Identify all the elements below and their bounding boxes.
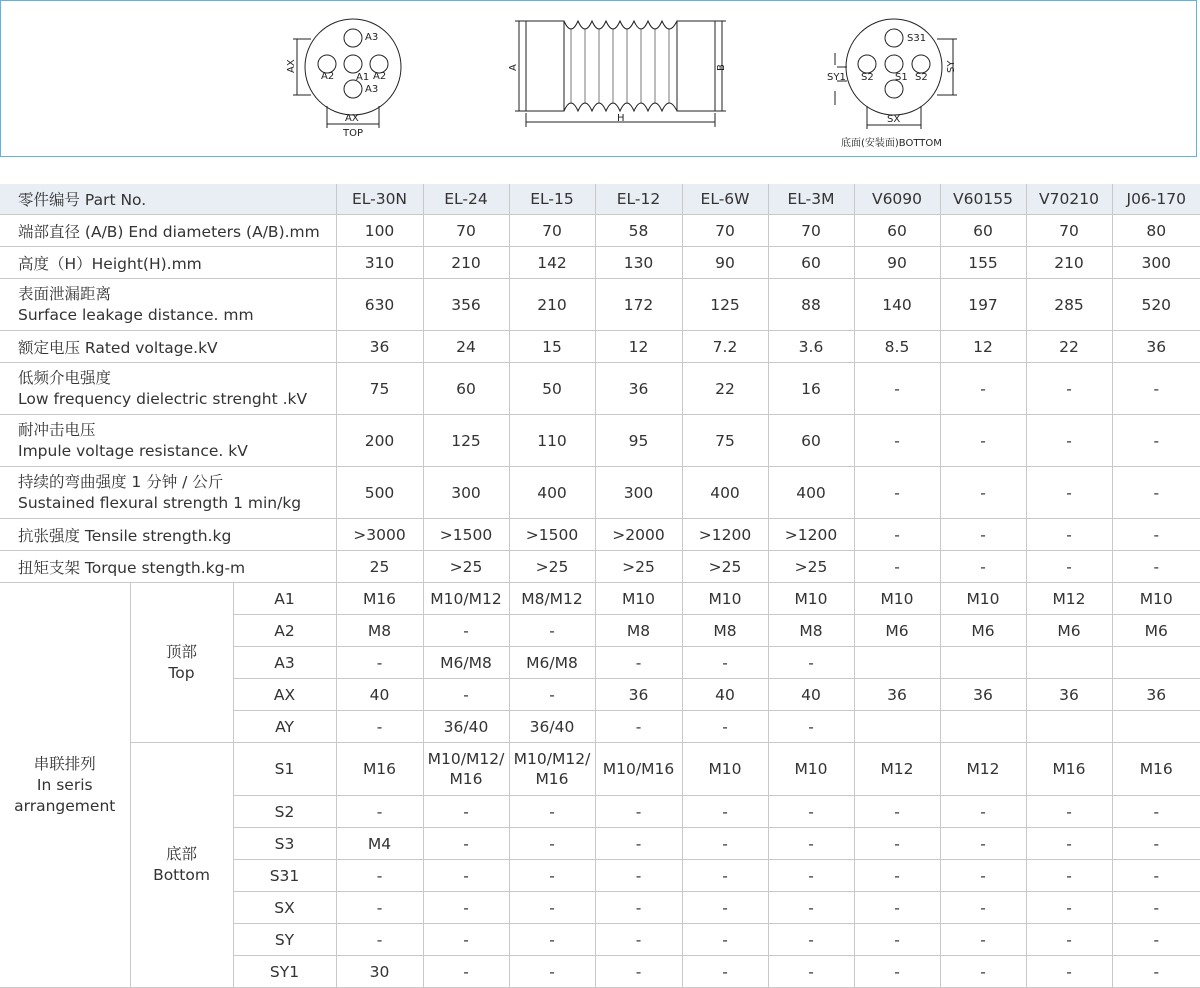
top-a1-label: A1 xyxy=(356,72,370,83)
top-a2-value-v60155: M6 xyxy=(940,615,1026,647)
spec-row-2-value-v70210: 285 xyxy=(1026,279,1112,331)
spec-row-3-value-el-15: 15 xyxy=(509,331,595,363)
bottom-s1-value-el-3m: M10 xyxy=(768,743,854,796)
top-a1-value-v60155: M10 xyxy=(940,583,1026,615)
bottom-sx-value-v6090: - xyxy=(854,892,940,924)
spec-row-label: 低频介电强度 Low frequency dielectric strenght .kV xyxy=(0,363,336,415)
spec-row-3-value-el-12: 12 xyxy=(595,331,682,363)
spec-row-5-value-v70210: - xyxy=(1026,415,1112,467)
bottom-group-label: 底部 Bottom xyxy=(130,743,233,988)
part-header-v70210: V70210 xyxy=(1026,184,1112,215)
top-a3-value-el-30n: - xyxy=(336,647,423,679)
bottom-sy1-value-el-12: - xyxy=(595,956,682,988)
spec-row-8-value-v60155: - xyxy=(940,551,1026,583)
bottom-s3-value-v60155: - xyxy=(940,828,1026,860)
bottom-s1-value-el-30n: M16 xyxy=(336,743,423,796)
spec-row-label: 耐冲击电压 Impule voltage resistance. kV xyxy=(0,415,336,467)
spec-row-6-value-el-30n: 500 xyxy=(336,467,423,519)
spec-row-3-value-v60155: 12 xyxy=(940,331,1026,363)
spec-row xyxy=(0,279,1200,331)
spec-row-4-value-el-30n: 75 xyxy=(336,363,423,415)
top-a3-value-el-6w: - xyxy=(682,647,768,679)
spec-row-2-value-el-12: 172 xyxy=(595,279,682,331)
bottom-s2-left-label: S2 xyxy=(861,72,874,83)
spec-row-8-value-el-15: >25 xyxy=(509,551,595,583)
spec-row xyxy=(0,519,1200,551)
spec-row-7-value-el-24: >1500 xyxy=(423,519,509,551)
bottom-param-s2: S2 xyxy=(233,796,336,828)
bottom-s31-value-el-3m: - xyxy=(768,860,854,892)
bottom-sy1-value-el-15: - xyxy=(509,956,595,988)
bottom-s2-value-v60155: - xyxy=(940,796,1026,828)
spec-row-2-value-el-30n: 630 xyxy=(336,279,423,331)
bottom-sx-value-el-12: - xyxy=(595,892,682,924)
top-caption: TOP xyxy=(343,128,364,139)
part-header-v6090: V6090 xyxy=(854,184,940,215)
spec-row-2-value-v6090: 140 xyxy=(854,279,940,331)
bottom-sy-value-j06-170: - xyxy=(1112,924,1200,956)
spec-row-4-value-v70210: - xyxy=(1026,363,1112,415)
spec-row-1-value-v6090: 90 xyxy=(854,247,940,279)
spec-row-1-value-el-15: 142 xyxy=(509,247,595,279)
spec-row-8-value-el-3m: >25 xyxy=(768,551,854,583)
top-a1-value-el-6w: M10 xyxy=(682,583,768,615)
bottom-sy-value-el-30n: - xyxy=(336,924,423,956)
drawing-panel xyxy=(0,0,1197,157)
spec-row-5-value-el-30n: 200 xyxy=(336,415,423,467)
bottom-s1-value-el-12: M10/M16 xyxy=(595,743,682,796)
top-ay-value-el-6w: - xyxy=(682,711,768,743)
spec-row-6-value-v60155: - xyxy=(940,467,1026,519)
bottom-s2-value-el-24: - xyxy=(423,796,509,828)
bottom-sx-value-el-15: - xyxy=(509,892,595,924)
top-a2-value-el-30n: M8 xyxy=(336,615,423,647)
bottom-s2-value-el-15: - xyxy=(509,796,595,828)
spec-row-0-value-v6090: 60 xyxy=(854,215,940,247)
spec-row-6-value-el-3m: 400 xyxy=(768,467,854,519)
bottom-sx-value-el-6w: - xyxy=(682,892,768,924)
top-a3-value-v60155 xyxy=(940,647,1026,679)
bottom-s2-value-j06-170: - xyxy=(1112,796,1200,828)
top-a2-value-v70210: M6 xyxy=(1026,615,1112,647)
top-ax-value-el-30n: 40 xyxy=(336,679,423,711)
spec-row-label: 额定电压 Rated voltage.kV xyxy=(0,331,336,363)
bottom-s31-value-el-24: - xyxy=(423,860,509,892)
bottom-s1-value-v70210: M16 xyxy=(1026,743,1112,796)
bottom-s1-label: S1 xyxy=(895,72,908,83)
spec-row-0-value-j06-170: 80 xyxy=(1112,215,1200,247)
spec-row-4-value-v6090: - xyxy=(854,363,940,415)
spec-row-7-value-el-15: >1500 xyxy=(509,519,595,551)
spec-row-0-value-v60155: 60 xyxy=(940,215,1026,247)
spec-row-7-value-el-6w: >1200 xyxy=(682,519,768,551)
bottom-s2-value-el-3m: - xyxy=(768,796,854,828)
part-header-el-3m: EL-3M xyxy=(768,184,854,215)
spec-row-2-value-el-3m: 88 xyxy=(768,279,854,331)
spec-row-5-value-el-24: 125 xyxy=(423,415,509,467)
bottom-s31-value-v60155: - xyxy=(940,860,1026,892)
top-ay-value-el-15: 36/40 xyxy=(509,711,595,743)
spec-row-0-value-el-6w: 70 xyxy=(682,215,768,247)
spec-row xyxy=(0,467,1200,519)
bottom-param-s1: S1 xyxy=(233,743,336,796)
top-ax-value-v6090: 36 xyxy=(854,679,940,711)
part-header-el-30n: EL-30N xyxy=(336,184,423,215)
spec-row-5-value-el-3m: 60 xyxy=(768,415,854,467)
spec-row-2-value-el-24: 356 xyxy=(423,279,509,331)
series-arrangement-label: 串联排列 In seris arrangement xyxy=(0,583,130,988)
spec-row-6-value-el-12: 300 xyxy=(595,467,682,519)
top-group-label: 顶部 Top xyxy=(130,583,233,743)
spec-row xyxy=(0,415,1200,467)
top-a2-value-el-12: M8 xyxy=(595,615,682,647)
bottom-s1-value-v6090: M12 xyxy=(854,743,940,796)
bottom-sy-value-el-3m: - xyxy=(768,924,854,956)
spec-row-0-value-el-12: 58 xyxy=(595,215,682,247)
spec-row-0-value-el-24: 70 xyxy=(423,215,509,247)
bottom-sx-value-el-24: - xyxy=(423,892,509,924)
top-ax-value-el-24: - xyxy=(423,679,509,711)
bottom-sy1-value-el-6w: - xyxy=(682,956,768,988)
bottom-param-s31: S31 xyxy=(233,860,336,892)
bottom-s3-value-el-6w: - xyxy=(682,828,768,860)
bottom-sx-value-el-3m: - xyxy=(768,892,854,924)
part-header-el-12: EL-12 xyxy=(595,184,682,215)
top-ax-value-v60155: 36 xyxy=(940,679,1026,711)
bottom-sy-value-el-15: - xyxy=(509,924,595,956)
spec-row-5-value-el-6w: 75 xyxy=(682,415,768,467)
top-param-ax: AX xyxy=(233,679,336,711)
bottom-s31-value-el-30n: - xyxy=(336,860,423,892)
bottom-s31-value-el-15: - xyxy=(509,860,595,892)
top-a1-value-el-30n: M16 xyxy=(336,583,423,615)
spec-row-0-value-el-15: 70 xyxy=(509,215,595,247)
spec-row-7-value-v60155: - xyxy=(940,519,1026,551)
top-a2-value-j06-170: M6 xyxy=(1112,615,1200,647)
bottom-s31-value-j06-170: - xyxy=(1112,860,1200,892)
spec-row xyxy=(0,331,1200,363)
bottom-sy1-value-v70210: - xyxy=(1026,956,1112,988)
bottom-s3-value-el-15: - xyxy=(509,828,595,860)
spec-row-5-value-v6090: - xyxy=(854,415,940,467)
spec-row xyxy=(0,363,1200,415)
top-ax-value-el-15: - xyxy=(509,679,595,711)
spec-row-7-value-v70210: - xyxy=(1026,519,1112,551)
bottom-sy1-value-j06-170: - xyxy=(1112,956,1200,988)
bottom-s31-value-el-6w: - xyxy=(682,860,768,892)
top-a1-value-el-24: M10/M12 xyxy=(423,583,509,615)
spec-row-4-value-j06-170: - xyxy=(1112,363,1200,415)
top-ax-value-el-12: 36 xyxy=(595,679,682,711)
technical-drawings xyxy=(1,1,1198,158)
bottom-sy1-label: SY1 xyxy=(827,72,846,83)
top-a3-value-el-15: M6/M8 xyxy=(509,647,595,679)
bottom-s3-value-el-30n: M4 xyxy=(336,828,423,860)
spec-row-4-value-v60155: - xyxy=(940,363,1026,415)
spec-row-label: 持续的弯曲强度 1 分钟 / 公斤 Sustained flexural strength 1 min/kg xyxy=(0,467,336,519)
spec-row-6-value-v6090: - xyxy=(854,467,940,519)
spec-row-4-value-el-24: 60 xyxy=(423,363,509,415)
spec-row-1-value-v70210: 210 xyxy=(1026,247,1112,279)
spec-row-5-value-el-12: 95 xyxy=(595,415,682,467)
bottom-sy1-value-el-24: - xyxy=(423,956,509,988)
top-a1-value-el-12: M10 xyxy=(595,583,682,615)
spec-row-6-value-v70210: - xyxy=(1026,467,1112,519)
spec-row-8-value-v70210: - xyxy=(1026,551,1112,583)
bottom-sy1-value-el-30n: 30 xyxy=(336,956,423,988)
top-ax-value-el-3m: 40 xyxy=(768,679,854,711)
part-header-v60155: V60155 xyxy=(940,184,1026,215)
bottom-s1-value-el-6w: M10 xyxy=(682,743,768,796)
top-a3-value-v70210 xyxy=(1026,647,1112,679)
spec-table xyxy=(0,184,1200,988)
bottom-sx-value-v70210: - xyxy=(1026,892,1112,924)
top-a1-value-v70210: M12 xyxy=(1026,583,1112,615)
spec-row-1-value-el-3m: 60 xyxy=(768,247,854,279)
top-a1-value-el-15: M8/M12 xyxy=(509,583,595,615)
spec-row-7-value-j06-170: - xyxy=(1112,519,1200,551)
top-a2-value-el-6w: M8 xyxy=(682,615,768,647)
spec-row-7-value-el-12: >2000 xyxy=(595,519,682,551)
spec-row-7-value-v6090: - xyxy=(854,519,940,551)
top-ax-bottom-label: AX xyxy=(345,113,359,124)
bottom-s1-value-j06-170: M16 xyxy=(1112,743,1200,796)
spec-row-6-value-el-15: 400 xyxy=(509,467,595,519)
top-ax-left-label: AX xyxy=(286,59,297,73)
bottom-sy1-value-v60155: - xyxy=(940,956,1026,988)
spec-row-8-value-j06-170: - xyxy=(1112,551,1200,583)
spec-row-6-value-el-24: 300 xyxy=(423,467,509,519)
spec-row-label: 抗张强度 Tensile strength.kg xyxy=(0,519,336,551)
top-param-a1: A1 xyxy=(233,583,336,615)
top-a1-value-v6090: M10 xyxy=(854,583,940,615)
side-b-label: B xyxy=(716,64,727,71)
top-param-a2: A2 xyxy=(233,615,336,647)
part-header-j06-170: J06-170 xyxy=(1112,184,1200,215)
side-h-label: H xyxy=(617,113,625,124)
spec-row-3-value-v70210: 22 xyxy=(1026,331,1112,363)
bottom-sy-value-el-6w: - xyxy=(682,924,768,956)
spec-row-8-value-v6090: - xyxy=(854,551,940,583)
spec-row-7-value-el-30n: >3000 xyxy=(336,519,423,551)
top-a3-lower-label: A3 xyxy=(365,84,379,95)
top-a2-value-v6090: M6 xyxy=(854,615,940,647)
spec-row-5-value-j06-170: - xyxy=(1112,415,1200,467)
bottom-sx-value-j06-170: - xyxy=(1112,892,1200,924)
bottom-s1-value-el-24: M10/M12/ M16 xyxy=(423,743,509,796)
bottom-row-s1 xyxy=(0,743,1200,796)
top-a1-value-j06-170: M10 xyxy=(1112,583,1200,615)
bottom-sy-value-el-12: - xyxy=(595,924,682,956)
top-a3-value-el-12: - xyxy=(595,647,682,679)
top-a2-value-el-3m: M8 xyxy=(768,615,854,647)
spec-row-8-value-el-24: >25 xyxy=(423,551,509,583)
top-ay-value-v60155 xyxy=(940,711,1026,743)
top-a3-value-el-3m: - xyxy=(768,647,854,679)
spec-row-label: 扭矩支架 Torque stength.kg-m xyxy=(0,551,336,583)
spec-row-3-value-el-24: 24 xyxy=(423,331,509,363)
bottom-sy1-value-v6090: - xyxy=(854,956,940,988)
top-row-a1 xyxy=(0,583,1200,615)
bottom-sy1-value-el-3m: - xyxy=(768,956,854,988)
bottom-s3-value-el-24: - xyxy=(423,828,509,860)
spec-row-2-value-el-15: 210 xyxy=(509,279,595,331)
spec-row-3-value-el-3m: 3.6 xyxy=(768,331,854,363)
bottom-s2-right-label: S2 xyxy=(915,72,928,83)
bottom-sy-value-el-24: - xyxy=(423,924,509,956)
top-ax-value-el-6w: 40 xyxy=(682,679,768,711)
spec-row-4-value-el-12: 36 xyxy=(595,363,682,415)
bottom-s3-value-v6090: - xyxy=(854,828,940,860)
spec-row-1-value-el-30n: 310 xyxy=(336,247,423,279)
spec-row-8-value-el-30n: 25 xyxy=(336,551,423,583)
top-ay-value-el-30n: - xyxy=(336,711,423,743)
spec-row-3-value-el-6w: 7.2 xyxy=(682,331,768,363)
top-ay-value-v70210 xyxy=(1026,711,1112,743)
top-a3-value-v6090 xyxy=(854,647,940,679)
top-ay-value-el-3m: - xyxy=(768,711,854,743)
spec-row xyxy=(0,551,1200,583)
bottom-sx-value-v60155: - xyxy=(940,892,1026,924)
bottom-s2-value-el-6w: - xyxy=(682,796,768,828)
spec-row-1-value-el-12: 130 xyxy=(595,247,682,279)
top-ay-value-j06-170 xyxy=(1112,711,1200,743)
spec-row xyxy=(0,215,1200,247)
bottom-s3-value-v70210: - xyxy=(1026,828,1112,860)
spec-row-label: 端部直径 (A/B) End diameters (A/B).mm xyxy=(0,215,336,247)
bottom-s3-value-el-12: - xyxy=(595,828,682,860)
part-header-el-15: EL-15 xyxy=(509,184,595,215)
spec-row-3-value-v6090: 8.5 xyxy=(854,331,940,363)
top-ay-value-el-24: 36/40 xyxy=(423,711,509,743)
bottom-s31-value-el-12: - xyxy=(595,860,682,892)
top-a2-right-label: A2 xyxy=(373,71,387,82)
top-ay-value-v6090 xyxy=(854,711,940,743)
top-param-a3: A3 xyxy=(233,647,336,679)
bottom-s31-label: S31 xyxy=(907,33,927,44)
bottom-s31-value-v70210: - xyxy=(1026,860,1112,892)
spec-row-5-value-v60155: - xyxy=(940,415,1026,467)
part-header-el-6w: EL-6W xyxy=(682,184,768,215)
spec-row-4-value-el-15: 50 xyxy=(509,363,595,415)
top-a2-value-el-15: - xyxy=(509,615,595,647)
top-ax-value-v70210: 36 xyxy=(1026,679,1112,711)
bottom-s1-value-v60155: M12 xyxy=(940,743,1026,796)
top-a1-value-el-3m: M10 xyxy=(768,583,854,615)
side-view-diagram xyxy=(515,21,726,127)
spec-row-4-value-el-6w: 22 xyxy=(682,363,768,415)
bottom-s2-value-el-12: - xyxy=(595,796,682,828)
header-row xyxy=(0,184,1200,215)
spec-row-1-value-j06-170: 300 xyxy=(1112,247,1200,279)
top-a3-label: A3 xyxy=(365,32,379,43)
spec-row-5-value-el-15: 110 xyxy=(509,415,595,467)
bottom-s2-value-el-30n: - xyxy=(336,796,423,828)
spec-row-2-value-el-6w: 125 xyxy=(682,279,768,331)
spec-row xyxy=(0,247,1200,279)
top-a2-value-el-24: - xyxy=(423,615,509,647)
spec-row-1-value-el-24: 210 xyxy=(423,247,509,279)
bottom-param-s3: S3 xyxy=(233,828,336,860)
bottom-s1-value-el-15: M10/M12/ M16 xyxy=(509,743,595,796)
spec-row-2-value-j06-170: 520 xyxy=(1112,279,1200,331)
bottom-s2-value-v6090: - xyxy=(854,796,940,828)
bottom-caption: 底面(安装面)BOTTOM xyxy=(841,138,942,149)
spec-row-0-value-el-30n: 100 xyxy=(336,215,423,247)
side-a-label: A xyxy=(508,64,519,71)
bottom-param-sy: SY xyxy=(233,924,336,956)
spec-row-6-value-j06-170: - xyxy=(1112,467,1200,519)
bottom-s2-value-v70210: - xyxy=(1026,796,1112,828)
bottom-param-sy1: SY1 xyxy=(233,956,336,988)
spec-row-label: 表面泄漏距离 Surface leakage distance. mm xyxy=(0,279,336,331)
spec-row-8-value-el-6w: >25 xyxy=(682,551,768,583)
spec-row-7-value-el-3m: >1200 xyxy=(768,519,854,551)
header-label: 零件编号 Part No. xyxy=(0,184,336,215)
bottom-sx-value-el-30n: - xyxy=(336,892,423,924)
spec-row-3-value-el-30n: 36 xyxy=(336,331,423,363)
spec-row-0-value-v70210: 70 xyxy=(1026,215,1112,247)
spec-row-8-value-el-12: >25 xyxy=(595,551,682,583)
spec-row-3-value-j06-170: 36 xyxy=(1112,331,1200,363)
spec-row-1-value-el-6w: 90 xyxy=(682,247,768,279)
bottom-sy-value-v60155: - xyxy=(940,924,1026,956)
top-ay-value-el-12: - xyxy=(595,711,682,743)
spec-row-4-value-el-3m: 16 xyxy=(768,363,854,415)
part-header-el-24: EL-24 xyxy=(423,184,509,215)
bottom-s3-value-j06-170: - xyxy=(1112,828,1200,860)
spec-row-1-value-v60155: 155 xyxy=(940,247,1026,279)
bottom-param-sx: SX xyxy=(233,892,336,924)
bottom-sy-value-v70210: - xyxy=(1026,924,1112,956)
top-a3-value-el-24: M6/M8 xyxy=(423,647,509,679)
bottom-s31-value-v6090: - xyxy=(854,860,940,892)
spec-row-0-value-el-3m: 70 xyxy=(768,215,854,247)
top-a2-left-label: A2 xyxy=(321,71,335,82)
top-ax-value-j06-170: 36 xyxy=(1112,679,1200,711)
bottom-sx-label: SX xyxy=(887,114,901,125)
bottom-sy-label: SY xyxy=(946,60,957,73)
spec-row-label: 高度（H）Height(H).mm xyxy=(0,247,336,279)
top-a3-value-j06-170 xyxy=(1112,647,1200,679)
spec-row-2-value-v60155: 197 xyxy=(940,279,1026,331)
top-param-ay: AY xyxy=(233,711,336,743)
bottom-sy-value-v6090: - xyxy=(854,924,940,956)
bottom-s3-value-el-3m: - xyxy=(768,828,854,860)
spec-row-6-value-el-6w: 400 xyxy=(682,467,768,519)
